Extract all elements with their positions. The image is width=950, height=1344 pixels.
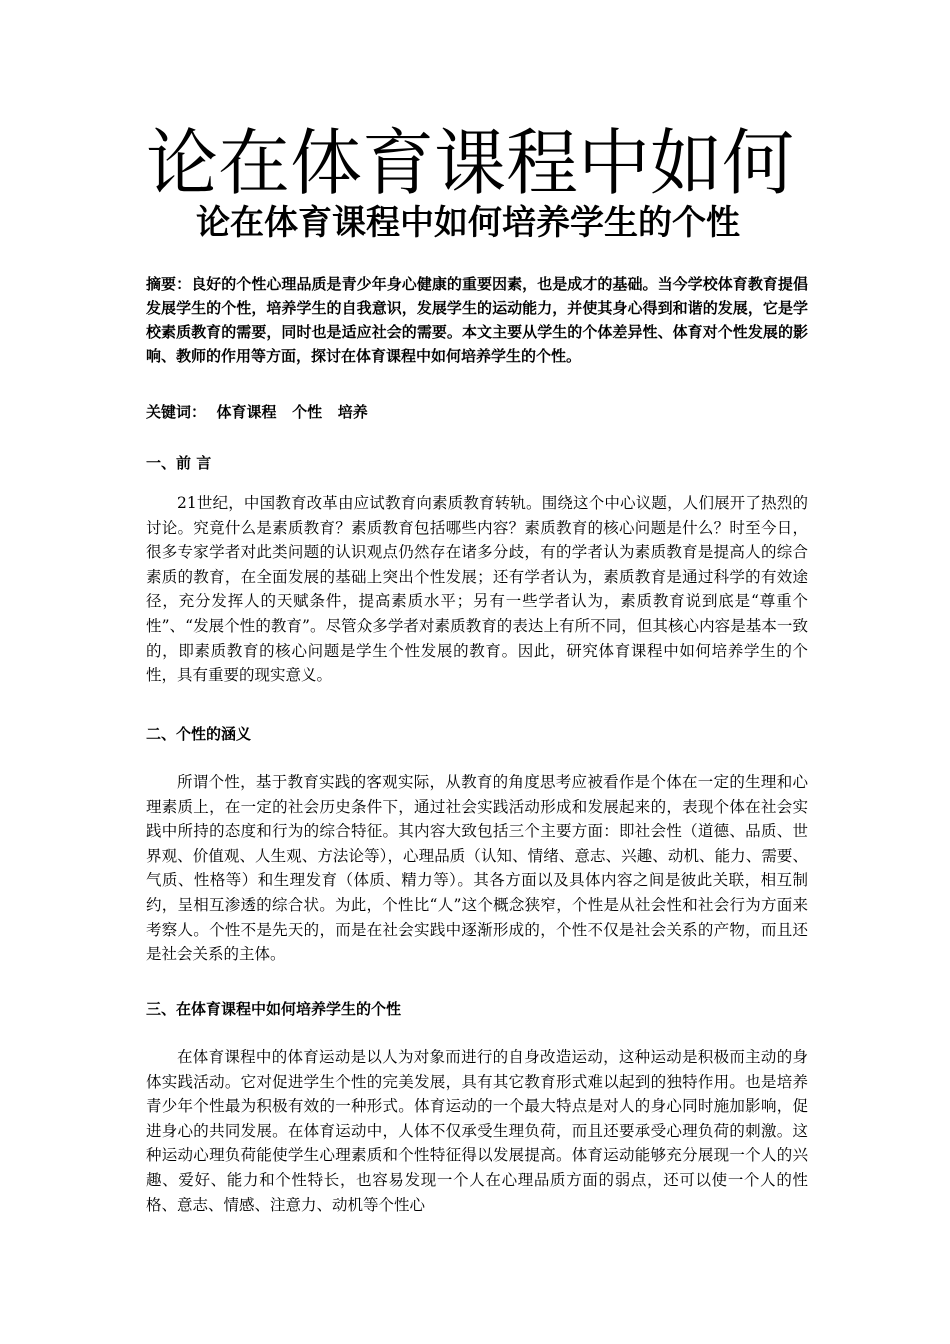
document-title: 论在体育课程中如何培养学生的个性 (196, 203, 740, 243)
keywords-label: 关键词： (146, 403, 207, 421)
section-paragraph-preface: 21世纪，中国教育改革由应试教育向素质教育转轨。围绕这个中心议题，人们展开了热烈的讨论。究竟什么是素质教育？素质教育包括哪些内容？素质教育的核心问题是什么？时至今日，很多专家学者对此类问题的认识观点仍然存在诸多分歧，有的学者认为素质教育是提高人的综合素质的教育，在全面发展的基础上突出个性发展；还有学者认为，素质教育是通过科学的有效途径，充分发挥人的天赋条件，提高素质水平；另有一些学者认为，素质教育说到底是“尊重个性”、“发展个性的教育”。尽管众多学者对素质教育的表达上有所不同，但其核心内容是基本一致的，即素质教育的核心问题是学生个性发展的教育。因此，研究体育课程中如何培养学生的个性，具有重要的现实意义。 (146, 494, 808, 685)
section-paragraph-definition: 所谓个性，基于教育实践的客观实际，从教育的角度思考应被看作是个体在一定的生理和心理素质上，在一定的社会历史条件下，通过社会实践活动形成和发展起来的，表现个体在社会实践中所持的态度和行为的综合特征。其内容大致包括三个主要方面：即社会性（道德、品质、世界观、价值观、人生观、方法论等），心理品质（认知、情绪、意志、兴趣、动机、能力、需要、气质、性格等）和生理发育（体质、精力等）。其各方面以及具体内容之间是彼此关联，相互制约，呈相互渗透的综合状。为此，个性比“人”这个概念狭窄，个性是从社会性和社会行为方面来考察人。个性不是先天的，而是在社会实践中逐渐形成的，个性不仅是社会关系的产物，而且还是社会关系的主体。 (146, 773, 808, 964)
section-heading-method: 三、在体育课程中如何培养学生的个性 (146, 1000, 402, 1018)
keywords (146, 400, 808, 424)
abstract-label: 摘要： (146, 275, 192, 293)
document-title-large: 论在体育课程中如何 (146, 121, 795, 205)
section-heading-preface: 一、前 言 (146, 454, 212, 472)
keywords-text: 体育课程 个性 培养 (206, 403, 368, 421)
section-heading-definition: 二、个性的涵义 (146, 725, 252, 743)
section-paragraph-method: 在体育课程中的体育运动是以人为对象而进行的自身改造运动，这种运动是积极而主动的身体实践活动。它对促进学生个性的完美发展，具有其它教育形式难以起到的独特作用。也是培养青少年个性最为积极有效的一种形式。体育运动的一个最大特点是对人的身心同时施加影响，促进身心的共同发展。在体育运动中，人体不仅承受生理负荷，而且还要承受心理负荷的刺激。这种运动心理负荷能使学生心理素质和个性特征得以发展提高。体育运动能够充分展现一个人的兴趣、爱好、能力和个性特长，也容易发现一个人在心理品质方面的弱点，还可以使一个人的性格、意志、情感、注意力、动机等个性心 (146, 1048, 808, 1214)
abstract (146, 272, 808, 368)
abstract-text: 良好的个性心理品质是青少年身心健康的重要因素，也是成才的基础。当今学校体育教育提倡发展学生的个性，培养学生的自我意识，发展学生的运动能力，并使其身心得到和谐的发展，它是学校素质教育的需要，同时也是适应社会的需要。本文主要从学生的个体差异性、体育对个性发展的影响、教师的作用等方面，探讨在体育课程中如何培养学生的个性。 (146, 275, 808, 365)
